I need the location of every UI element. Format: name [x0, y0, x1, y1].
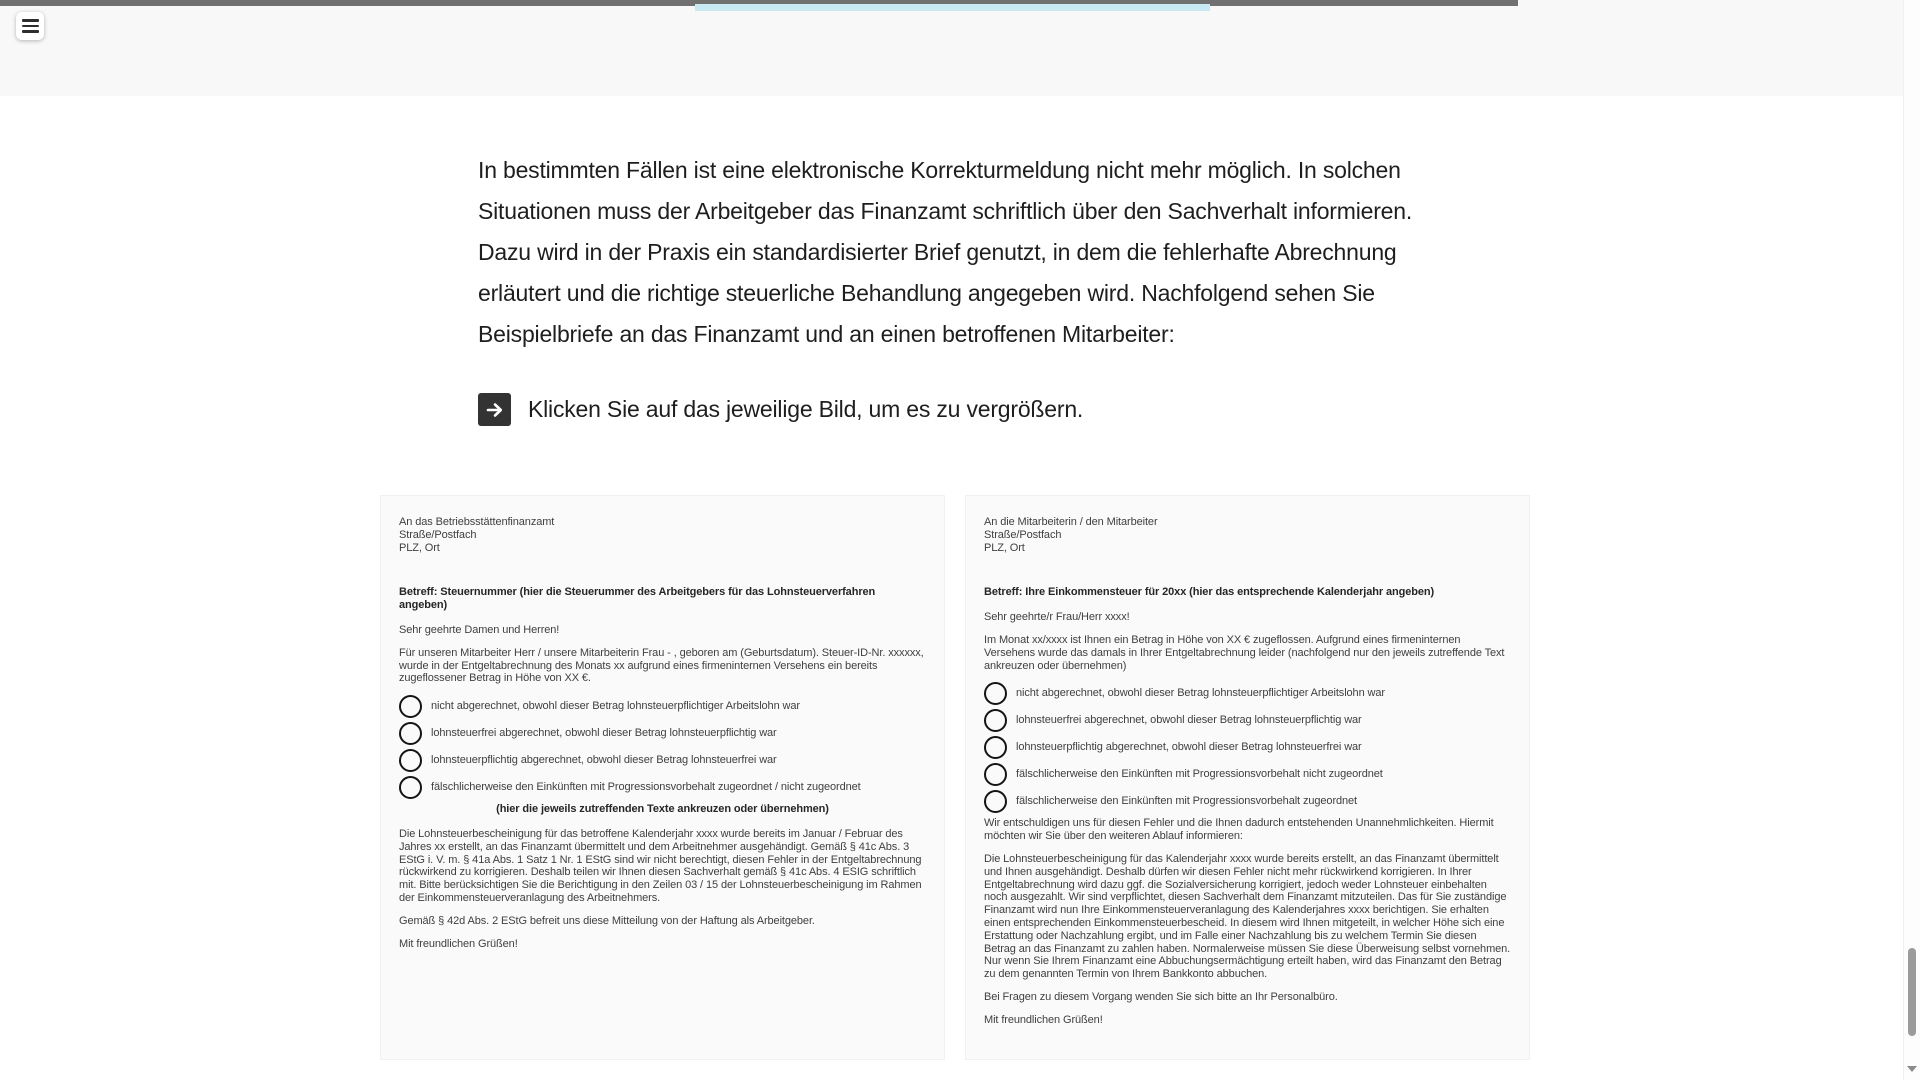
- radio-circle-icon: [399, 695, 422, 718]
- letter-closing: Mit freundlichen Grüßen!: [399, 937, 518, 950]
- intro-paragraph: In bestimmten Fällen ist eine elektronische Korrekturmeldung nicht mehr möglich. In solchen Situationen muss der Arbeitgeber das Finanzamt schriftlich über den Sachverhalt informieren. Dazu wird in der Praxis ein standardisierter Brief genutzt, in dem die fehlerhafte Abrechnung erläutert und die richtige steuerliche Behandlung angegeben wird. Nachfolgend sehen Sie Beispielbriefe an das Finanzamt und an einen betroffenen Mitarbeiter:: [478, 157, 1413, 347]
- radio-circle-icon: [984, 709, 1007, 732]
- radio-circle-icon: [399, 749, 422, 772]
- checkbox-option: [399, 722, 926, 745]
- letter-paragraph: Die Lohnsteuerbescheinigung für das Kalenderjahr xxxx wurde bereits erstellt, an das Finanzamt übermittelt und Ihnen ausgehändigt. Deshalb dürfen wir diesen Fehler nicht mehr rückwirkend korrigieren. In Ihrer Entgeltabrechnung wird dazu ggf. die Sozialversicherung korrigiert, jedoch weder Lohnsteuer einbehalten noch ausgezahlt. Wir sind verpflichtet, diesen Sachverhalt dem Finanzamt mitzuteilen. Das für Sie zuständige Finanzamt wird nun Ihre Einkommensteuerveranlagung des Kalenderjahres xxxx berichtigen. Sie erhalten einen entsprechenden Einkommensteuerbescheid. In diesem wird Ihnen mitgeteilt, in welcher Höhe sich eine Erstattung oder Nachzahlung ergibt, und im Falle einer Nachzahlung bis zu welchem Termin Sie diesen Betrag an das Finanzamt zu zahlen haben. Normalerweise müssen Sie diese Überweisung selbst vornehmen. Nur wenn Sie Ihrem Finanzamt eine Abbuchungsermächtigung erteilt haben, wird das Finanzamt den Betrag zu dem genannten Termin von Ihrem Bankkonto abbuchen.: [984, 852, 1511, 981]
- letter-subject: Betreff: Steuernummer (hier die Steuerummer des Arbeitgebers für das Lohnsteuerverfahren angeben): [399, 586, 876, 612]
- radio-circle-icon: [399, 722, 422, 745]
- checkbox-option: [984, 763, 1511, 786]
- header-band: [0, 0, 1920, 96]
- checkbox-option: [399, 749, 926, 772]
- letter-cards-row: [380, 495, 1530, 1060]
- arrow-right-icon: [478, 393, 511, 426]
- checkbox-options: [399, 695, 926, 799]
- option-label: nicht abgerechnet, obwohl dieser Betrag lohnsteuerpflichtiger Arbeitslohn war: [431, 700, 800, 713]
- letter-paragraph: Bei Fragen zu diesem Vorgang wenden Sie sich bitte an Ihr Personalbüro.: [984, 990, 1338, 1003]
- checkbox-option: [984, 682, 1511, 705]
- letter-paragraph: Gemäß § 42d Abs. 2 EStG befreit uns diese Mitteilung von der Haftung als Arbeitgeber.: [399, 914, 815, 927]
- options-note: (hier die jeweils zutreffenden Texte ankreuzen oder übernehmen): [496, 803, 829, 816]
- recipient-line: Straße/Postfach: [984, 528, 1062, 541]
- callout-text: Klicken Sie auf das jeweilige Bild, um es zu vergrößern.: [528, 396, 1084, 422]
- callout: [478, 393, 1083, 426]
- letter-salutation: Sehr geehrte Damen und Herren!: [399, 623, 560, 636]
- option-label: fälschlicherweise den Einkünften mit Progressionsvorbehalt zugeordnet: [1016, 795, 1358, 808]
- letter-paragraph: Für unseren Mitarbeiter Herr / unsere Mitarbeiterin Frau - , geboren am (Geburtsdatum). Steuer-ID-Nr. xxxxxx, wurde in der Entgeltabrechnung des Monats xx aufgrund eines firmeninternen Versehens ein bereits zugeflossener Betrag in Höhe von XX €.: [399, 646, 924, 685]
- scrollbar-thumb[interactable]: [1908, 948, 1916, 1036]
- option-label: nicht abgerechnet, obwohl dieser Betrag lohnsteuerpflichtiger Arbeitslohn war: [1016, 687, 1385, 700]
- option-label: lohnsteuerpflichtig abgerechnet, obwohl dieser Betrag lohnsteuerfrei war: [1016, 741, 1362, 754]
- scrollbar-track[interactable]: [1903, 0, 1920, 1080]
- option-label: fälschlicherweise den Einkünften mit Progressionsvorbehalt zugeordnet / nicht zugeordnet: [431, 781, 861, 794]
- option-label: lohnsteuerpflichtig abgerechnet, obwohl dieser Betrag lohnsteuerfrei war: [431, 754, 777, 767]
- radio-circle-icon: [984, 790, 1007, 813]
- checkbox-options: [984, 682, 1511, 813]
- letter-card-finanzamt[interactable]: [380, 495, 945, 1060]
- recipient-line: Straße/Postfach: [399, 528, 477, 541]
- letter-subject: Betreff: Ihre Einkommensteuer für 20xx (hier das entsprechende Kalenderjahr angeben): [984, 586, 1435, 599]
- letter-salutation: Sehr geehrte/r Frau/Herr xxxx!: [984, 611, 1130, 624]
- option-label: lohnsteuerfrei abgerechnet, obwohl dieser Betrag lohnsteuerpflichtig war: [1016, 714, 1362, 727]
- menu-button[interactable]: [16, 12, 44, 40]
- recipient-line: An das Betriebsstättenfinanzamt: [399, 516, 555, 528]
- checkbox-option: [984, 709, 1511, 732]
- checkbox-option: [399, 695, 926, 718]
- radio-circle-icon: [984, 763, 1007, 786]
- letter-paragraph: Im Monat xx/xxxx ist Ihnen ein Betrag in Höhe von XX € zugeflossen. Aufgrund eines firmeninternen Versehens wurde das damals in Ihrer Entgeltabrechnung leider (nachfolgend nur den jeweils zutreffende Text ankreuzen oder übernehmen): [984, 633, 1505, 672]
- letter-paragraph: Die Lohnsteuerbescheinigung für das betroffene Kalenderjahr xxxx wurde bereits im Januar / Februar des Jahres xx erstellt, an das Finanzamt übermittelt und dem Arbeitnehmer ausgehändigt. Gemäß § 41c Abs. 3 EStG i. V. m. § 41a Abs. 1 Satz 1 Nr. 1 EStG sind wir nicht berechtigt, diesen Fehler in der Entgeltabrechnung rückwirkend zu korrigieren. Deshalb teilen wir Ihnen diesen Sachverhalt gemäß § 41c Abs. 4 ESIG schriftlich mit. Bitte berücksichtigen Sie die Berichtigung in den Zeilen 03 / 15 der Lohnsteuerbescheinigung im Rahmen der Einkommensteuerveranlagung des Arbeitnehmers.: [399, 827, 922, 904]
- hamburger-icon: [22, 19, 39, 22]
- option-label: lohnsteuerfrei abgerechnet, obwohl dieser Betrag lohnsteuerpflichtig war: [431, 727, 777, 740]
- scroll-down-arrow-icon[interactable]: [1907, 1066, 1917, 1072]
- recipient-line: PLZ, Ort: [399, 541, 440, 554]
- letter-card-mitarbeiter[interactable]: [965, 495, 1530, 1060]
- radio-circle-icon: [984, 736, 1007, 759]
- letter-closing: Mit freundlichen Grüßen!: [984, 1013, 1103, 1026]
- checkbox-option: [984, 736, 1511, 759]
- recipient-line: PLZ, Ort: [984, 541, 1025, 554]
- recipient-address: [984, 516, 1511, 554]
- letter-paragraph: Wir entschuldigen uns für diesen Fehler und die Ihnen dadurch entstehenden Unannehmlichkeiten. Hiermit möchten wir Sie über den weiteren Ablauf informieren:: [984, 817, 1494, 843]
- checkbox-option: [399, 776, 926, 799]
- option-label: fälschlicherweise den Einkünften mit Progressionsvorbehalt nicht zugeordnet: [1016, 768, 1383, 781]
- recipient-line: An die Mitarbeiterin / den Mitarbeiter: [984, 516, 1158, 528]
- progress-bar: [695, 4, 1210, 11]
- radio-circle-icon: [984, 682, 1007, 705]
- recipient-address: [399, 516, 926, 554]
- checkbox-option: [984, 790, 1511, 813]
- radio-circle-icon: [399, 776, 422, 799]
